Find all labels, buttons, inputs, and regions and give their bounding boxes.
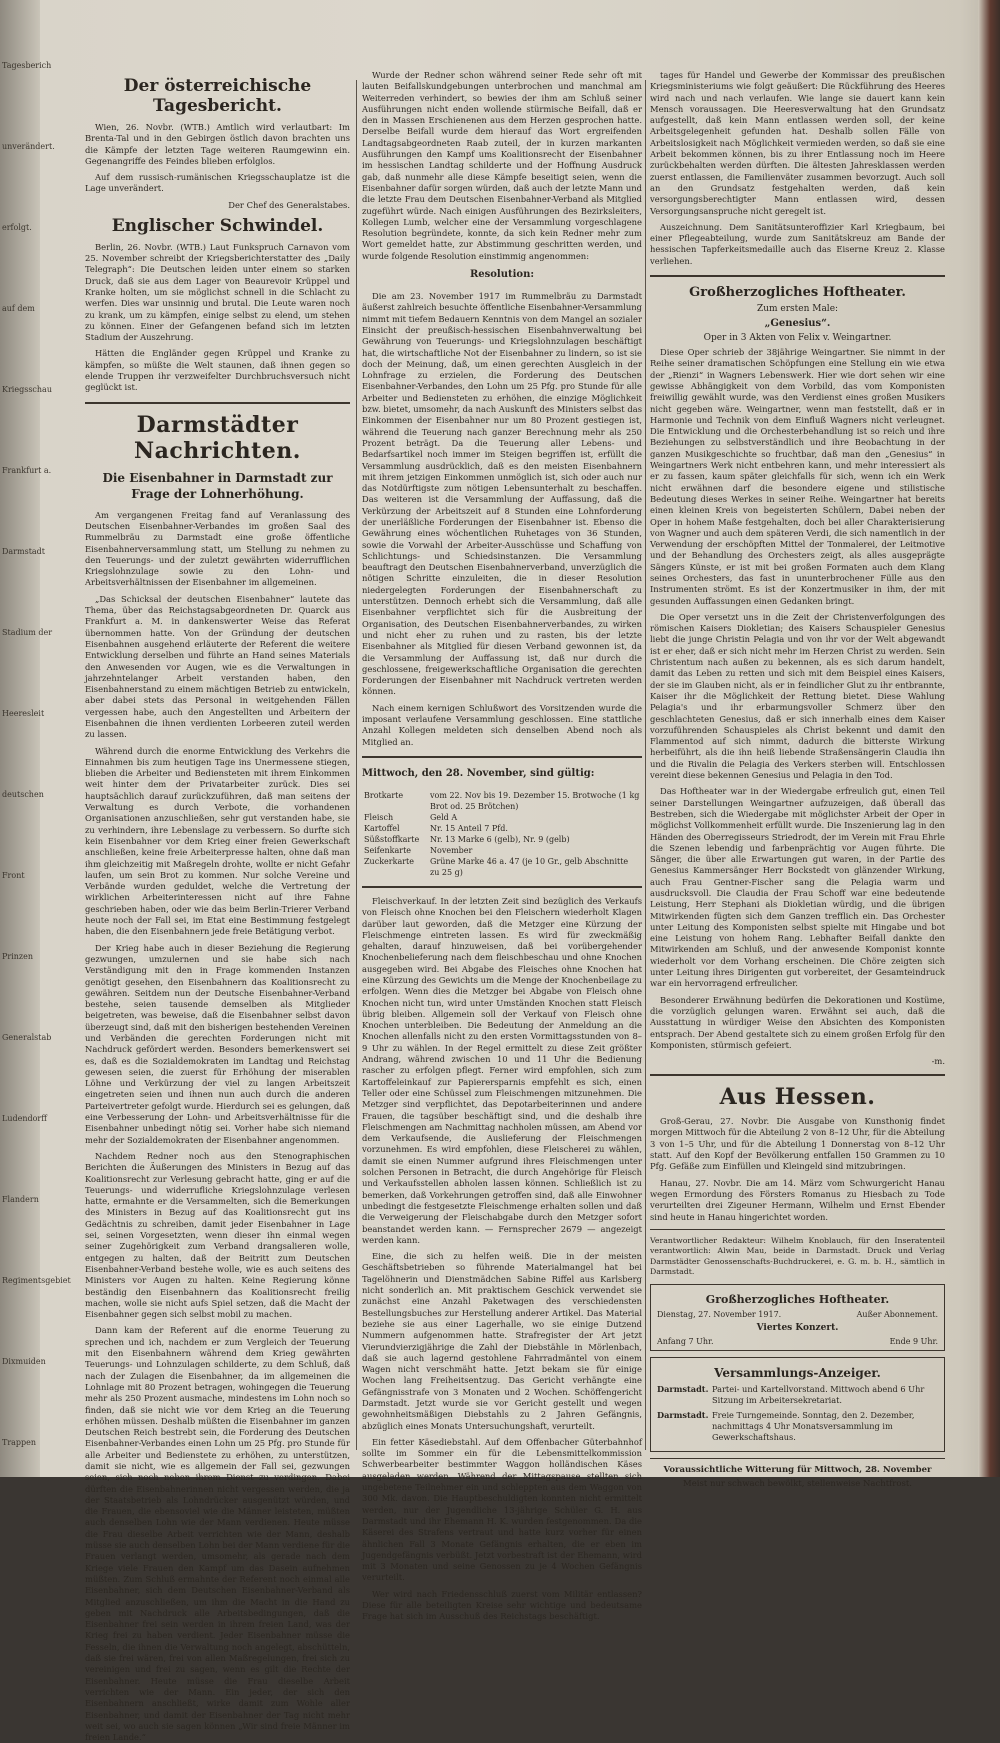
meeting-place: Darmstadt. <box>657 1383 709 1394</box>
concert-end: Ende 9 Uhr. <box>889 1336 938 1346</box>
concert-start: Anfang 7 Uhr. <box>657 1336 714 1346</box>
ration-row <box>362 856 642 878</box>
ration-card: Kartoffel <box>364 823 400 833</box>
concert-title: Großherzogliches Hoftheater. <box>705 1292 890 1306</box>
margin-fragment: Kriegsschau <box>2 385 52 394</box>
theater-work: „Genesius“. <box>764 318 831 330</box>
local-news-para: Eine, die sich zu helfen weiß. Die in der meisten Geschäftsbetrieben so führende Materialmangel hat bei Tagelöhnerin und Dienstmädchen Sabine Riffel aus Karlsberg nicht sonderlich an. Mit praktischem Geschick verwendet sie zunächst eine Anzahl Paketwagen des verschiedensten Bestellungsbuches zur Herstellung anderer Artikel. Das Material beziehe sie aus einer Lagerhalle, wo sie einige Dutzend Nummern aufgenommen hatte. Strafregister der Art jetzt Vierundvierzigjährige die Zahl der Diebstähle in Mörlenbach, daß sie auch lagernd gestohlene Fahrradmäntel von einem Wagen nicht verschmäht hatte. Jetzt bekam sie für einige Wochen lang Freiheitsentzug. Das Gericht verhängte eine Gefängnisstrafe von 3 Monaten und 2 Wochen. Schöffengericht Darmstadt. Jetzt wurde sie vor Gericht gestellt und wegen gewohnheitsmäßigen Diebstahls zu 2 Jahren Gefängnis, abzüglich eines Monats Untersuchungshaft, verurteilt. <box>362 1251 642 1431</box>
darmstadt-para: Am vergangenen Freitag fand auf Veranlassung des Deutschen Eisenbahner-Verbandes im großen Saal des Rummelbräu zu Darmstadt eine große öffentliche Eisenbahnerversammlung statt, um Stellung zu nehmen zu den Teuerungs- und der zuletzt gewährten widerrufflichen Kriegslohnzulage sowie zu den Lohn- und Arbeitsverhältnissen der Eisenbahner im allgemeinen. <box>85 509 350 588</box>
margin-fragment: Flandern <box>2 1195 39 1204</box>
swindle-title: Englischer Schwindel. <box>111 215 324 236</box>
hessen-news <box>650 1084 945 1223</box>
ration-row <box>362 790 642 812</box>
darmstadt-para: Dann kam der Referent auf die enorme Teuerung zu sprechen und ich, nachdem er zum Vergleich der Teuerung mit den Eisenbahnern während dem Krieg gewährten Teuerungs- und Lohnzulagen schilderte, zu dem Schluß, daß nach der Zulagen die Eisenbahner, da im allgemeinen die Lohnlage mit 80 Prozent betragen, wohingegen die Teuerung mehr als 250 Prozent ausmache, mindestens im Lohn noch so finden, daß sie nicht wie vor dem Krieg an die Teuerung erhöhen müssen. Deshalb müßten die Eisenbahner im ganzen Deutschen Reich bestrebt sein, die Forderung des Deutschen Eisenbahner-Verbandes einen Lohn um 25 Pfg. pro Stunde für alle Arbeiter und Bedienstete zu erhöhen, zu unterstützen, damit sie nicht, wie es allgemein der Fall sei, gezwungen seien, sich noch neben ihrem Dienst zu verdingen. Dabei dürften die Eisenbahnerinnen nicht vergessen werden, die ja der Staatsbetrieb als Lohndrücker ausgenützt würden, und die Frauen, die ebensoviel wie die Männer leisteten, müßten auch denselben Lohn wie der Mann verdienen. Heute müsse die Frau dieselbe Arbeit verrichten wie der Mann, deshalb müsse sie auch denselben Lohn bei der Mann verdiene für die Frauen verlangt werden, umsomehr, als gerade nach dem Kriege viele Frauen den Kampf um das Dasein aufnehmen müßten. Zum Schluß ermahnte der Referent noch einmal alle Eisenbahner, sich dem Deutschen Eisenbahner-Verband als Mitglied anzuschließen, um ihm die Macht in die Hand zu geben mit Nachdruck alle Arbeitsbedingungen, daß die Eisenbahner frei sein werden in ihrem freien Land, was der Krieg frei zu haben verdient. Jeder Eisenbahner müsse die Fesseln, die ihnen die Verwaltung noch angelegt, abschütteln, daß sie frei wären, frei von allen Maßregelungen, frei sich zu vereinigen und frei zu sagen, wenn es gilt die Rechte der Eisenbahner. Heute müsse die Frau dieselbe Arbeit verrichten wie der Mann. Ein jeder, der sich den Eisenbahnern anschließt, wirke damit zum Wohle aller Eisenbahner, und damit der Eisenbahner der Tag nicht mehr weit sei, wo auch sie sagen können „Wir sind freie Männer im freien Lande.“ <box>85 1325 350 1743</box>
meeting-place: Darmstadt. <box>657 1409 709 1420</box>
margin-fragment: Dixmuiden <box>2 1357 46 1366</box>
concert-note: Außer Abonnement. <box>856 1309 938 1319</box>
margin-fragment: erfolgt. <box>2 223 32 232</box>
margin-fragment: Regimentsgebiet <box>2 1276 71 1285</box>
section-rule <box>650 275 945 277</box>
imprint: Verantwortlicher Redakteur: Wilhelm Knoblauch, für den Inseratenteil verantwortlich: Alwin Mau, beide in Darmstadt. Druck und Verlag Darmstädter Genossenschafts-Buchdruckerei, e. G. m. b. H., sämtlich in Darmstadt. <box>650 1235 945 1277</box>
ration-row <box>362 823 642 834</box>
local-news-para: Wer wird nach Friedensschluß zuerst vom Militär entlassen? Diese für alle beteiligten Kreise sehr wichtige und bedeutsame Frage hat sich im Ausschuß des Reichstags beschäftigt. <box>362 1588 642 1622</box>
ration-value: November <box>430 845 473 855</box>
austria-sign: Der Chef des Generalstabes. <box>228 199 350 210</box>
margin-fragment: Heeresleit <box>2 709 45 718</box>
ration-card: Süßstoffkarte <box>364 834 420 844</box>
column-rule <box>645 80 646 1450</box>
margin-fragment: Frankfurt a. <box>2 466 52 475</box>
theater-review <box>650 285 945 1066</box>
margin-fragment: Trappen <box>2 1438 37 1447</box>
darmstadt-para: „Das Schicksal der deutschen Eisenbahner“ lautete das Thema, über das Reichstagsabgeordneten Dr. Quarck aus Frankfurt a. M. in dankenswerter Weise das Referat übernommen hatte. Von der Gründung der deutschen Eisenbahnen ausgehend erläuterte der Referent die weitere Entwicklung derselben und führte an Hand seines Materials den Anwesenden vor Augen, wie es die Verwaltungen in jahrzehntelanger Arbeit verstanden haben, den Eisenbahnerstand zu einem mächtigen Betrieb zu entwickeln, aber dabei stets das Personal in weitgehenden Fällen vergessen habe, auch den Angestellten und Arbeitern der Eisenbahnen die ihnen verdienten Lorbeeren zuteil werden zu lassen. <box>85 593 350 740</box>
meeting-details: Freie Turngemeinde. Sonntag, den 2. Dezember, nachmittags 4 Uhr Monatsversammlung im Gewerkschaftshaus. <box>712 1409 915 1442</box>
section-rule <box>362 886 642 888</box>
section-rule <box>650 1229 945 1230</box>
darmstadt-title: Darmstädter Nachrichten. <box>134 411 301 464</box>
ration-card: Brotkarte <box>364 790 404 800</box>
column-3 <box>650 70 945 1489</box>
local-news-para: Ein fetter Käsediebstahl. Auf dem Offenbacher Güterbahnhof sollte im Sommer ein für die Lebensmittelkommission Schwerbearbeiter bestimmter Waggon holländischen Käses ausgeladen werden. Während der Mittagspause stellten sich ungebetene Teilnehmer ein und schleppten aus dem Waggon von 300 Mk. davon. Die Hauptbeschuldigten konnten nicht ermittelt werden, nur der Jugendliche 13-jährige Schüler G. H. aus Darmstadt und ihr Ehemann H. K. wurden festgenommen. Da die Käserei des Strafens vertraut und hatte kurz vorher für einen ähnlichen Fall 3 Monate Gefängnis erhalten, die er eben im Jugendgefängnis verbüßt. Jetzt vorbestraft ist der Ehemann, wird mit 3 Monaten und seine Genossen zu je 4 Wochen Gefängnis verurteilt. <box>362 1436 642 1583</box>
margin-fragment: Ludendorff <box>2 1114 47 1123</box>
resolution-title: Resolution: <box>469 269 535 281</box>
column-rule <box>356 80 357 1450</box>
concert-ad <box>650 1284 945 1351</box>
section-rule <box>85 402 350 404</box>
theater-para: Besonderer Erwähnung bedürfen die Dekorationen und Kostüme, die vorzüglich gelungen waren. Erwähnt sei auch, daß die Ausstattung in würdiger Weise den Absichten des Komponisten entsprach. Der Abend gestaltete sich zu einem großen Erfolg für den Komponisten, stürmisch gefeiert. <box>650 994 945 1050</box>
margin-fragment: Prinzen <box>2 952 34 961</box>
margin-fragment: Darmstadt <box>2 547 46 556</box>
meeting-row <box>657 1410 938 1443</box>
margin-fragment: Tagesberich <box>2 61 52 70</box>
theater-title: Großherzogliches Hoftheater. <box>689 285 906 301</box>
margin-fragment: unverändert. <box>2 142 55 151</box>
ration-title: Mittwoch, den 28. November, sind gültig: <box>362 767 595 779</box>
theater-subtitle: Zum ersten Male: <box>756 304 839 315</box>
ration-value: vom 22. Nov bis 19. Dezember 15. Brotwoche (1 kg Brot od. 25 Brötchen) <box>430 790 640 811</box>
ration-value: Grüne Marke 46 a. 47 (je 10 Gr., gelb Abschnitte zu 25 g) <box>430 856 629 877</box>
meeting-details: Partei- und Kartellvorstand. Mittwoch abend 6 Uhr Sitzung im Arbeitersekretariat. <box>712 1383 925 1405</box>
ration-value: Nr. 15 Anteil 7 Pfd. <box>430 823 508 833</box>
hessen-title: Aus Hessen. <box>719 1084 876 1111</box>
darmstadt-para: Während durch die enorme Entwicklung des Verkehrs die Einnahmen bis zum heutigen Tage ins Unermessene stiegen, blieben die Arbeiter und Bediensteten mit ihrem Einkommen weit hinter dem der Privatarbeiter zurück. Dies sei hauptsächlich darauf zurückzuführen, daß man seitens der Verwaltung es durch Verbote, die vorhandenen Organisationen anzuschließen, sehr gut verstanden habe, sie zu verhindern, ihre Lebenslage zu verbessern. So durfte sich kein Eisenbahner vor dem Krieg einer freien Gewerkschaft anschließen, keine freie Arbeiterpresse halten, ohne daß man ihm gleichzeitig mit Maßregeln drohte, wollte er nicht Gefahr laufen, um sein Brot zu kommen. Nur solche Vereine und Verbände wurden geduldet, welche die Vertretung der wirklichen Arbeiterinteressen nicht auf ihre Fahne geschrieben haben, oder wie das beim Berlin-Trierer Verband heute noch der Fall sei, im Etat eine Bestimmung festgelegt haben, die den Eisenbahnern jede freie Betätigung verbot. <box>85 745 350 937</box>
meetings-box <box>650 1357 945 1452</box>
darmstadt-subtitle: Die Eisenbahner in Darmstadt zur Frage der Lohnerhöhung. <box>102 470 333 501</box>
austria-para: Wien, 26. Novbr. (WTB.) Amtlich wird verlautbart: Im Brenta-Tal und in den Gebirgen östlich davon brachten uns die Kämpfe der letzten Tage weiteren Raumgewinn ein. Gegenangriffe des Feindes blieben erfolglos. <box>85 122 350 166</box>
austria-para: Auf dem russisch-rumänischen Kriegsschauplatze ist die Lage unverändert. <box>85 172 350 194</box>
swindle-para: Berlin, 26. Novbr. (WTB.) Laut Funkspruch Carnavon vom 25. November schreibt der Kriegsberichterstatter des „Daily Telegraph“: Die Deutschen leiden unter einem so starken Druck, daß sie aus dem Lager von Beaurevoir Krüppel und Kranke holten, um sie möglichst schnell in die Schlacht zu werfen. Dies war unsinnig und brutal. Die Leute waren noch zu krank, um zu kämpfen, einige selbst zu elend, um stehen zu können. Einer der Gefangenen befand sich im letzten Stadium der Auszehrung. <box>85 241 350 343</box>
resolution-para: Nach einem kernigen Schlußwort des Vorsitzenden wurde die imposant verlaufene Versammlung geschlossen. Eine stattliche Anzahl Kollegen meldeten sich denselben Abend noch als Mitglied an. <box>362 702 642 747</box>
demobilization-para: tages für Handel und Gewerbe der Kommissar des preußischen Kriegsministeriums wie folgt geäußert: Die Rückführung des Heeres wird nach und nach verlaufen. Wie lange sie dauert kann kein Mensch voraussagen. Die Heeresverwaltung hat den Grundsatz aufgestellt, daß kein Mann entlassen werden soll, der keine Arbeitsgelegenheit gefunden hat. Deshalb sollen Fälle von Arbeitslosigkeit nach Möglichkeit vermieden werden, so daß sie eine Arbeit bekommen können, bis zu ihrer Entlassung noch im Heere zurückbehalten werden dürften. Die ältesten Jahresklassen werden zuerst entlassen, die Familienväter zusammen bevorzugt. Auch soll an den Grundsatz festgehalten werden, daß kein versorgungsberechtigter Mann entlassen wird, dessen Versorgungsanspruche nicht geregelt ist. <box>650 70 945 216</box>
meeting-row <box>657 1384 938 1406</box>
margin-fragment: deutschen <box>2 790 44 799</box>
hessen-para: Groß-Gerau, 27. Novbr. Die Ausgabe von Kunsthonig findet morgen Mittwoch für die Abteilung 2 von 8–12 Uhr, für die Abteilung 3 von 1–5 Uhr, und für die Abteilung 1 Donnerstag von 8–12 Uhr statt. Auf den Kopf der Bevölkerung entfallen 150 Grammen zu 10 Pfg. Gefäße zum Einfüllen und Kleingeld sind mitzubringen. <box>650 1116 945 1172</box>
darmstadt-para: Nachdem Redner noch aus den Stenographischen Berichten die Äußerungen des Ministers in Bezug auf das Koalitionsrecht zur Verlesung gebracht hatte, ging er auf die Teuerungs- und widerrufliche Kriegslohnzulage verlesen hatte, ermahnte er die Versammelten, sich die Bemerkungen des Ministers in Bezug auf das Koalitionsrecht gut ins Gedächtnis zu schreiben, damit jeder Eisenbahner in Lage sei, seinen Vorgesetzten, wenn dieser ihn einmal wegen seiner Zugehörigkeit zum Verband drangsalieren wolle, entgegen zu halten, daß der Beitritt zum Deutschen Eisenbahner-Verband bestehe wolle, wie es auch seitens des Ministers vor Augen zu halten. Keine Regierung könne beständig den Eisenbahnern das Koalitionsrecht freilig machen, wolle sie nicht aufs Spiel setzen, daß die Macht der Eisenbahner gegen sich selbst mobil zu machen. <box>85 1150 350 1320</box>
section-rule <box>650 1458 945 1459</box>
margin-fragment: auf dem <box>2 304 35 313</box>
weather-heading: Voraussichtliche Witterung für Mittwoch, 28. November <box>663 1464 932 1475</box>
concert-date: Dienstag, 27. November 1917. <box>657 1309 782 1319</box>
ration-card: Fleisch <box>364 812 394 822</box>
darmstadt-news <box>85 412 350 1743</box>
ration-row <box>362 834 642 845</box>
ration-card: Seifenkarte <box>364 845 412 855</box>
column-1 <box>85 70 350 1743</box>
swindle-article <box>85 216 350 394</box>
section-rule <box>362 756 642 758</box>
award-para: Auszeichnung. Dem Sanitätsunteroffizier Karl Kriegbaum, bei einer Pflegeabteilung, wurde zum Sanitätskreuz am Bande der hessischen Tapferkeitsmedaille auch das Eiserne Kreuz 2. Klasse verliehen. <box>650 221 945 266</box>
hessen-para: Hanau, 27. Novbr. Die am 14. März vom Schwurgericht Hanau wegen Ermordung des Försters Romanus zu Hiesbach zu Tode verurteilten drei Zigeuner Hermann, Wilhelm und Ernst Ebender sind heute in Hanau hingerichtet worden. <box>650 1177 945 1222</box>
ration-row <box>362 845 642 856</box>
ration-row <box>362 812 642 823</box>
margin-fragment: Front <box>2 871 25 880</box>
book-edge <box>978 0 1000 1477</box>
ration-value: Geld A <box>430 812 458 822</box>
margin-fragment: Generalstab <box>2 1033 52 1042</box>
meetings-title: Versammlungs-Anzeiger. <box>714 1365 881 1380</box>
darmstadt-para: Der Krieg habe auch in dieser Beziehung die Regierung gezwungen, umzulernen und sie habe sich nach Verständigung mit den in Frage kommenden Instanzen genötigt gesehen, den Eisenbahnern das Koalitionsrecht zu gewähren. Seitdem nun der Deutsche Eisenbahner-Verband bestehe, seien tausende demselben als Mitglieder beigetreten, was beweise, daß die Eisenbahner selbst davon überzeugt sind, daß mit den bisherigen bestehenden Vereinen und Verbänden die gerechten Forderungen nicht mit Nachdruck gefördert werden. Besonders bemerkenswert sei es, daß es die Sozialdemokraten im Landtag und Reichstag gewesen seien, die zuerst für Erhöhung der miserablen Löhne und Verkürzung der viel zu langen Arbeitszeit eingetreten seien und ihnen nun auch durch die anderen Parteivertreter gefolgt wurde. Hierdurch sei es gelungen, daß eine Verbesserung der Lohn- und Arbeitsverhältnisse für die Eisenbahner unbedingt nötig sei. Vorher habe sich niemand mehr der Sozialdemokraten der Eisenbahner angenommen. <box>85 942 350 1145</box>
swindle-para: Hätten die Engländer gegen Krüppel und Kranke zu kämpfen, so müßte die Welt staunen, daß ihnen gegen so elende Truppen ihr verzweifelter Durchbruchsversuch nicht geglückt ist. <box>85 348 350 393</box>
local-news-para: Fleischverkauf. In der letzten Zeit sind bezüglich des Verkaufs von Fleisch ohne Knochen bei den Fleischern wiederholt Klagen darüber laut geworden, daß die Metzger eine Kürzung der Fleischmenge eintreten lassen. Es wird für zweckmäßig gehalten, darauf hinzuweisen, daß bei vorübergehender Knochenbelieferung nach dem fleischbeschau und ohne Knochen ausgegeben wird. Bei Abgabe des Fleisches ohne Knochen hat eine Kürzung des Gewichts um die Menge der Knochenbeilage zu erfolgen. Wenn dies die Metzger bei Abgabe von Fleisch ohne Knochen nicht tun, wird unter Umständen Knochen statt Fleisch übrig bleiben. Allgemein soll der Verkauf von Fleisch ohne Knochen unterbleiben. Die Bedeutung der Anmeldung an die Knochen allenfalls nicht zu den ersten Vormittagsstunden von 8–9 Uhr zu wählen. In der Regel ermittelt zu diese Zeit größter Andrang, während zwischen 10 und 11 Uhr die Bedienung rascher zu erfolgen pflegt. Ferner wird empfohlen, sich zum Kartoffeleinkauf zur Papierersparnis empfehlt es sich, einen Teller oder eine Schüssel zum Fleischmengen mitzunehmen. Die Metzger sind verpflichtet, das Depotarbeiterinnen und andere Frauen, die tagsüber beschäftigt sind, und die deshalb ihre Fleischmengen am Nachmittag nachholen müssen, am Abend vor dem Verkaufsende, die Auslieferung der Fleischmengen vorzunehmen. Es wird empfohlen, diese Fleischerei zu wählen, damit sie einen Nummer aufgrund ihres Fleischmengen unter solchen Personen in Betracht, die durch Angehörige für Fleisch und Verkaufsstellen abholen lassen können. Schließlich ist zu bemerken, daß Vorkehrungen getroffen sind, daß alle Einwohner unbedingt die festgesetzte Fleischmenge erhalten sollen und daß die Verweigerung der Fleischabgabe durch den Metzger sofort beanstandet werden kann. — Fernsprecher 2679 — angezeigt werden kann. <box>362 895 642 1245</box>
theater-sign: -m. <box>931 1056 945 1067</box>
previous-page-margin <box>2 60 71 1447</box>
section-rule <box>650 1074 945 1076</box>
austria-report <box>85 76 350 210</box>
austria-title: Der österreichische Tagesbericht. <box>123 76 312 116</box>
theater-para: Die Oper versetzt uns in die Zeit der Christenverfolgungen des römischen Kaisers Diokletian; des Kaisers Schauspieler Genesius liebt die junge Christin Pelagia und von ihr vor der Welt abgewandt ist er eher, daß er sich nicht mehr im Herzen Christ zu werden. Sein Christentum nach außen zu bekennen, als es sich darum handelt, damit das Leben zu retten und sich mit dem Beispiel eines Kaisers, der sie im Glauben nicht, als er in feindlicher Glut zu ihr entbrannte, Kaiser ihr die Möglichkeit der Rettung bietet. Diese Wahlung Pelagia's und ihr erbarmungsvoller Schmerz über den geschlachteten Genesius, daß er sich innerhalb eines dem Kaiser vorzuführenden Schauspieles als Christ bekennt und damit den Flammentod auf sich nimmt, dadurch die bitterste Wirkung herbeiführt, als die ihn heiß liebende Straßensängerin Claudia ihn und die Rivalin die Pelagia des Verkers sterben will. Entschlossen vereint diese bekennen Genesius und Pelagia in den Tod. <box>650 611 945 781</box>
theater-para: Das Hoftheater war in der Wiedergabe erfreulich gut, einen Teil seiner Darstellungen Weingartner aufzuzeigen, daß überall das Bestreben, sich die Wiedergabe mit möglichster Arbeit der Oper in möglichst Vollkommenheit erfüllt wurde. Die Inszenierung lag in den Händen des Oberregisseurs Striedrodt, der im Verein mit Frau Ehrle die Szenen lebendig und farbenprächtig vor Augen führte. Die Sänger, die über alle Erwartungen gut waren, in der Partie des Genesius Kammersänger Herr Bockstedt von glänzender Wirkung, auch Frau Gentner-Fischer sang die Pelagia warm und ausdrucksvoll. Die Claudia der Frau Schoff war eine bedeutende Leistung, Herr Stephani als Diokletian würdig, und die übrigen Mitwirkenden fügten sich dem Ganzen trefflich ein. Das Orchester unter Leitung des Komponisten selbst spielte mit Hingabe und bot eine Leistung von hohem Rang. Lebhafter Beifall dankte den Mitwirkenden am Schluß, und der anwesende Komponist konnte wiederholt vor dem Vorhang erscheinen. Die Chöre zeigten sich unter Leitung ihres Dirigenten gut vorbereitet, der Gesamteindruck war ein hervorragend erfreulicher. <box>650 786 945 989</box>
ration-value: Nr. 13 Marke 6 (gelb), Nr. 9 (gelb) <box>430 834 570 844</box>
concert-name: Viertes Konzert. <box>756 1322 839 1333</box>
theater-credit: Oper in 3 Akten von Felix v. Weingartner. <box>703 333 892 344</box>
theater-para: Diese Oper schrieb der 38jährige Weingartner. Sie nimmt in der Reihe seiner dramatischen Schöpfungen eine Stellung ein wie etwa der „Rienzi“ in Wagners Lebenswerk. Hier wie dort sehen wir eine gewisse Abhängigkeit von dem Vorbild, das vom Komponisten freiwillig gewählt wurde, was den Verdienst eines großen Musikers nicht gegeben wäre. Weingartner, wenn man feststellt, daß er in Harmonie und Technik von dem Einfluß Wagners nicht verleugnet. Die Entwicklung und die Orchesterbehandlung ist so reich und ihre Beziehungen zu selbstverständlich und ihre Beobachtung in der ganzen Musikgeschichte so fruchtbar, daß man den „Genesius“ in Weingartners Werk nicht entbehren kann, und mehr interessiert als er zu fassen, kaum später gleichfalls für sich, wenn ich ein Werk nicht erwähnen darf die besondere eigene und stilistische Bedeutung dieses Werkes in seiner Reihe. Weingartner hat bereits einen kleinen Kreis von begeisterten Schülern, Dabei neben der Oper in hohem Maße festgehalten, doch bei aller Charakterisierung von Wagner und auch dem späteren Verdi, die sich namentlich in der Verwendung der erschöpften Mittel der Tonmalerei, der Leitmotive und der Behandlung des Orchesters zeigt, als alles ausgeprägte Sängers Künste, er ist mit bei großen Formaten auch dem Klang seines Orchesters, das fast in ununterbrochener Fülle aus den Instrumenten strömt. Es ist der Konzertmusiker in ihm, der mit gesunden Auffassungen einen Gedanken bringt. <box>650 347 945 606</box>
weather-forecast: Meist nur schwach bewölkt, stellenweise Nachtfrost. <box>683 1478 912 1489</box>
railway-continued: Wurde der Redner schon während seiner Rede sehr oft mit lauten Beifallskundgebungen unterbrochen und manchmal am Weiterreden verhindert, so bewies der ihm am Schluß seiner Ausführungen nicht enden wollende stürmische Beifall, daß er den in Massen Erschienenen aus dem Herzen gesprochen hatte. Derselbe Beifall wurde dem hierauf das Wort ergreifenden Landtagsabgeordneten Raab zuteil, der in kurzen markanten Ausführungen den Kampf ums Koalitionsrecht der Eisenbahner im hessischen Landtag schilderte und der Hoffnung Ausdruck gab, daß nunmehr alle diese Kämpfe beseitigt seien, wenn die Eisenbahner dafür sorgen würden, daß auch der letzte Mann und die letzte Frau dem Deutschen Eisenbahner-Verband als Mitglied zugeführt würde. Nach einigen Ausführungen des Bezirksleiters, Kollegen Lumb, welcher eine der Versammlung vorgeschlagene Resolution begründete, konnte, da sich kein Redner mehr zum Wort gemeldet hatte, zur Abstimmung geschritten werden, und wurde folgende Resolution einstimmig angenommen: <box>362 70 642 261</box>
resolution-para: Die am 23. November 1917 im Rummelbräu zu Darmstadt äußerst zahlreich besuchte öffentliche Eisenbahner-Versammlung nimmt mit tiefem Bedauern Kenntnis von dem Mangel an sozialer Einsicht der preußisch-hessischen Eisenbahnverwaltung bei Gewährung von Teuerungs- und Kriegslohnzulagen beschäftigt hat, die wirtschaftliche Not der Eisenbahner zu lindern, so ist sie doch der Meinung, daß, um einen gerechten Ausgleich in der Lohnfrage zu erzielen, die Forderung des Deutschen Eisenbahner-Verbandes, den Lohn um 25 Pfg. pro Stunde für alle Arbeiter und Bediensteten zu erhöhen, die einzige Möglichkeit bzw. bietet, umsomehr, da nach Auskunft des Ministers selbst das Einkommen der Eisenbahner nur um 80 Prozent gestiegen ist, während die Teuerung nach ganzer Berechnung mehr als 250 Prozent beträgt. Da die Teuerung aller Lebens- und Bedarfsartikel noch immer im Steigen begriffen ist, erfüllt die Versammlung ausdrücklich, daß es den meisten Eisenbahnern mit ihrem jetzigen Einkommen unmöglich ist, sich oder auch nur das Notdürftigste zum nötigen Lebensunterhalt zu beschaffen. Das weiteren ist die Versammlung der Auffassung, daß die Verkürzung der Arbeitszeit auf 8 Stunden eine Lohnforderung der unerläßliche Forderungen der Eisenbahner ist. Ebenso die Gewährung eines wöchentlichen Ruhetages von 36 Stunden, sowie die Vorwahl der Arbeiter-Ausschüsse und Schaffung von Schlichtungs- und Schiedsinstanzen. Die Versammlung beauftragt den Deutschen Eisenbahnerverband, unverzüglich die nötigen Schritte einzuleiten, die in dieser Resolution niedergelegten Forderungen der Eisenbahnerschaft zu unterstützen. Dennoch erhebt sich die Versammlung, daß alle Eisenbahner verpflichtet sich für die Ausbreitung der Organisation, des Deutschen Eisenbahnerverbandes, zu wirken und nicht eher zu ruhen und zu rasten, bis der letzte Eisenbahner als Mitglied für diesen Verband gewonnen ist, da die Versammlung der Auffassung ist, daß nur durch die geschlossene, freigewerkschaftliche Organisation die gerechten Forderungen der Eisenbahner mit Nachdruck vertreten werden können. <box>362 291 642 697</box>
column-2 <box>362 70 642 1622</box>
ration-table <box>362 790 642 878</box>
margin-fragment: Stadium der <box>2 628 53 637</box>
ration-card: Zuckerkarte <box>364 856 414 866</box>
